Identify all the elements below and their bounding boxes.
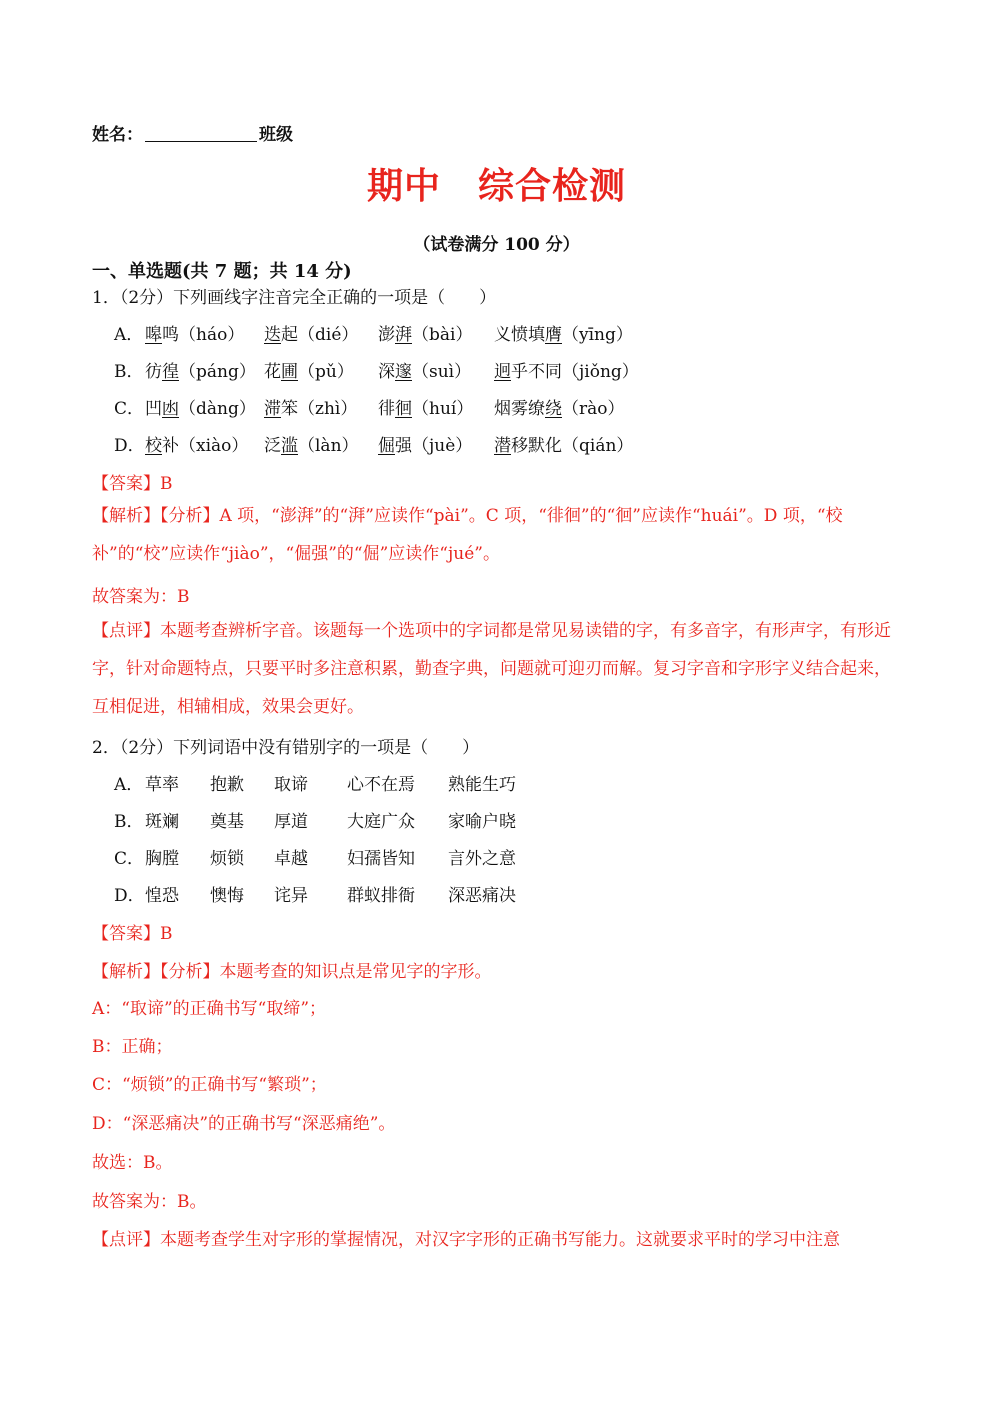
option-item: 义愤填膺（yīng） (494, 325, 633, 345)
option-word: 诧异 (274, 886, 308, 906)
option-item: 迭起（dié） (264, 325, 359, 345)
explanation-line: 故答案为：B。 (92, 1192, 207, 1212)
option-letter: D． (114, 886, 145, 906)
option-word: 斑斓 (145, 812, 179, 832)
option-letter: A． (114, 775, 144, 795)
underlined-char: 滞 (264, 399, 281, 419)
name-label: 姓名： (92, 125, 143, 145)
option-word: 奠基 (210, 812, 244, 832)
underlined-char: 膺 (545, 325, 562, 345)
option-word: 心不在焉 (347, 775, 415, 795)
option-item: 澎湃（bài） (378, 325, 473, 345)
underlined-char: 迭 (264, 325, 281, 345)
option-word: 草率 (145, 775, 179, 795)
underlined-char: 圃 (281, 362, 298, 382)
option-word: 言外之意 (448, 849, 516, 869)
underlined-char: 倔 (378, 436, 395, 456)
q2-stem: 2．（2分）下列词语中没有错别字的一项是（ ） (92, 738, 480, 758)
underlined-char: 徨 (162, 362, 179, 382)
option-word: 妇孺皆知 (347, 849, 415, 869)
option-item: 花圃（pǔ） (264, 362, 354, 382)
name-blank-line[interactable] (145, 125, 257, 142)
option-word: 胸膛 (145, 849, 179, 869)
explanation-line: A：“取谛”的正确书写“取缔”； (92, 999, 327, 1019)
underlined-char: 嗥 (145, 325, 162, 345)
underlined-char: 潜 (494, 436, 511, 456)
option-item: 嗥鸣（háo） (145, 325, 245, 345)
option-word: 抱歉 (210, 775, 244, 795)
q2-analysis: 【解析】【分析】本题考查的知识点是常见字的字形。 (92, 962, 492, 982)
option-item: 潜移默化（qián） (494, 436, 634, 456)
section-heading: 一、单选题(共 7 题；共 14 分) (92, 261, 352, 282)
option-letter: B． (114, 812, 144, 832)
option-item: 校补（xiào） (145, 436, 249, 456)
option-word: 家喻户晓 (448, 812, 516, 832)
option-word: 厚道 (274, 812, 308, 832)
explanation-line: C：“烦锁”的正确书写“繁琐”； (92, 1075, 327, 1095)
option-word: 懊悔 (210, 886, 244, 906)
option-letter: C． (114, 849, 145, 869)
option-item: 烟雾缭绕（rào） (494, 399, 625, 419)
explanation-line: D：“深恶痛决”的正确书写“深恶痛绝”。 (92, 1114, 396, 1134)
option-word: 群蚁排衙 (347, 886, 415, 906)
underlined-char: 凼 (162, 399, 179, 419)
option-word: 熟能生巧 (448, 775, 516, 795)
q2-answer: 【答案】B (92, 924, 173, 944)
option-word: 大庭广众 (347, 812, 415, 832)
q1-conclusion: 故答案为：B (92, 587, 190, 607)
explanation-line: B：正确； (92, 1037, 173, 1057)
underlined-char: 绕 (545, 399, 562, 419)
class-label: 班级 (259, 125, 293, 145)
option-item: 滞笨（zhì） (264, 399, 358, 419)
underlined-char: 滥 (281, 436, 298, 456)
q1-answer: 【答案】B (92, 474, 173, 494)
name-class-row (92, 120, 293, 145)
page-title: 期中 综合检测 (366, 165, 626, 207)
option-word: 烦锁 (210, 849, 244, 869)
option-item: 凹凼（dàng） (145, 399, 256, 419)
underlined-char: 徊 (395, 399, 412, 419)
option-letter: B． (114, 362, 144, 382)
q1-comment: 【点评】本题考查辨析字音。该题每一个选项中的字词都是常见易读错的字，有多音字，有形声字，有形近字，针对命题特点，只要平时多注意积累，勤查字典，问题就可迎刃而解。复习字音和字形字义结合起来，互相促进，相辅相成，效果会更好。 (92, 621, 891, 717)
underlined-char: 迥 (494, 362, 511, 382)
option-item: 徘徊（huí） (378, 399, 474, 419)
underlined-char: 邃 (395, 362, 412, 382)
option-item: 迥乎不同（jiǒng） (494, 362, 639, 382)
q1-analysis: 【解析】【分析】A 项，“澎湃”的“湃”应读作“pài”。C 项，“徘徊”的“徊”应读作“huái”。D 项，“校补”的“校”应读作“jiào”，“倔强”的“倔”应读作“jué”。 (92, 506, 843, 564)
underlined-char: 校 (145, 436, 162, 456)
option-letter: C． (114, 399, 145, 419)
option-word: 取谛 (274, 775, 308, 795)
option-item: 深邃（suì） (378, 362, 472, 382)
page-subtitle: （试卷满分 100 分） (413, 235, 580, 255)
option-word: 深恶痛决 (448, 886, 516, 906)
underlined-char: 湃 (395, 325, 412, 345)
q1-stem: 1．（2分）下列画线字注音完全正确的一项是（ ） (92, 288, 497, 308)
option-word: 惶恐 (145, 886, 179, 906)
option-item: 彷徨（páng） (145, 362, 256, 382)
explanation-line: 故选：B。 (92, 1153, 173, 1173)
option-letter: A． (114, 325, 144, 345)
option-letter: D． (114, 436, 145, 456)
option-item: 泛滥（làn） (264, 436, 359, 456)
q2-comment: 【点评】本题考查学生对字形的掌握情况，对汉字字形的正确书写能力。这就要求平时的学习中注意 (92, 1230, 840, 1250)
option-item: 倔强（juè） (378, 436, 473, 456)
option-word: 卓越 (274, 849, 308, 869)
